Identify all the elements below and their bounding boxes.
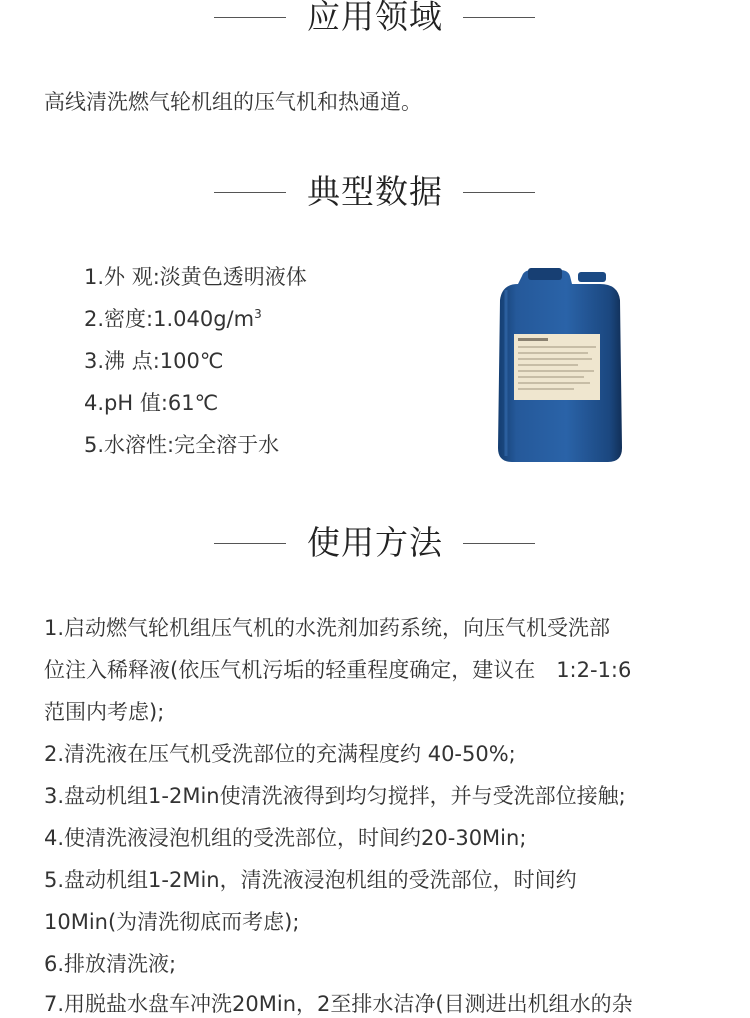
section-title-typical-data: 典型数据 <box>307 172 443 211</box>
usage-line: 7.用脱盐水盘车冲洗20Min，2至排水洁净(目测进出机组水的杂 <box>44 992 633 1016</box>
divider-line <box>463 192 535 193</box>
spec-boiling-point: 3.沸 点:100℃ <box>84 349 224 373</box>
section-header-usage <box>0 513 750 573</box>
blue-chemical-jerrycan-image <box>492 266 628 466</box>
section-title-application: 应用领域 <box>307 0 443 36</box>
usage-line: 5.盘动机组1-2Min，清洗液浸泡机组的受洗部位，时间约 <box>44 868 577 892</box>
divider-line <box>463 17 535 18</box>
spec-density-superscript: 3 <box>254 307 262 321</box>
usage-line: 4.使清洗液浸泡机组的受洗部位，时间约20-30Min; <box>44 826 527 850</box>
application-text: 高线清洗燃气轮机组的压气机和热通道。 <box>44 90 422 114</box>
section-header-typical-data <box>0 162 750 222</box>
section-header-application <box>0 0 750 47</box>
spec-appearance: 1.外 观:淡黄色透明液体 <box>84 265 307 289</box>
section-title-usage: 使用方法 <box>307 523 443 562</box>
divider-line <box>463 543 535 544</box>
spec-ph: 4.pH 值:61℃ <box>84 391 219 415</box>
usage-line: 1.启动燃气轮机组压气机的水洗剂加药系统，向压气机受洗部 <box>44 616 611 640</box>
spec-solubility: 5.水溶性:完全溶于水 <box>84 433 280 457</box>
usage-line: 位注入稀释液(依压气机污垢的轻重程度确定，建议在 1:2-1:6 <box>44 658 632 682</box>
spec-density <box>84 303 262 333</box>
spec-density-text: 2.密度:1.040g/m <box>84 307 255 331</box>
usage-line: 10Min(为清洗彻底而考虑); <box>44 910 300 934</box>
usage-line: 范围内考虑); <box>44 700 165 724</box>
usage-line: 3.盘动机组1-2Min使清洗液得到均匀搅拌，并与受洗部位接触; <box>44 784 626 808</box>
usage-line: 6.排放清洗液; <box>44 952 177 976</box>
usage-line: 2.清洗液在压气机受洗部位的充满程度约 40-50%; <box>44 742 516 766</box>
